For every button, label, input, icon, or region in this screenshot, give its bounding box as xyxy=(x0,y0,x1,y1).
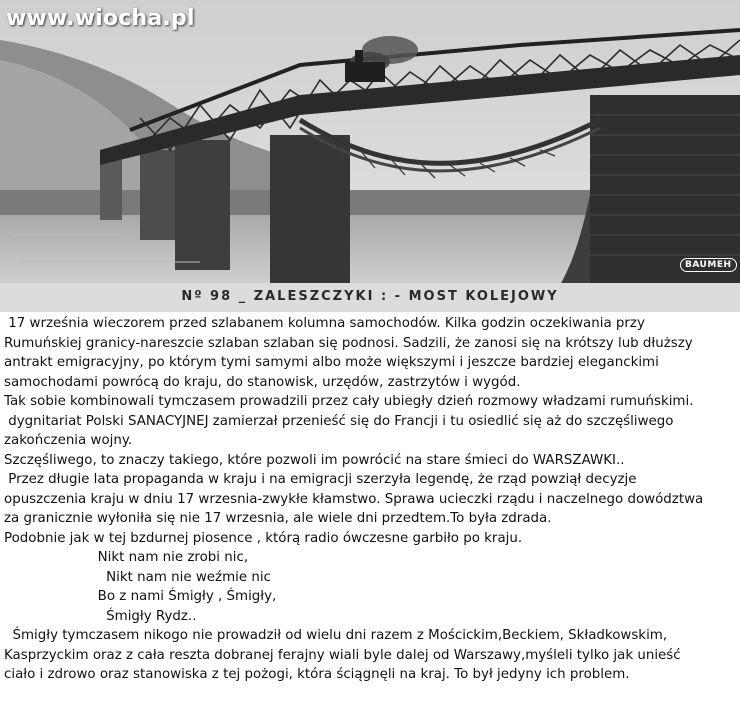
article-line: Śmigły tymczasem nikogo nie prowadził od wielu dni razem z Mościckim,Beckiem, Składkowskim, xyxy=(4,628,668,643)
article-line: Bo z nami Śmigły , Śmigły, xyxy=(4,589,277,604)
article-line: Szczęśliwego, to znaczy takiego, które pozwoli im powrócić na stare śmieci do WARSZAWKI.. xyxy=(4,452,625,468)
article-line: ciało i zdrowo oraz stanowiska z tej pożogi, która ściągnęli na kraj. To był jedyny ich problem. xyxy=(4,667,630,682)
site-watermark: www.wiocha.pl xyxy=(6,6,195,31)
article-line: samochodami powrócą do kraju, do stanowisk, urzędów, zastrzytów i wygód. xyxy=(4,374,521,390)
bridge-photo xyxy=(0,0,740,312)
article-line: 17 września wieczorem przed szlabanem kolumna samochodów. Kilka godzin oczekiwania przy xyxy=(4,316,645,331)
article-line: Rumuńskiej granicy-nareszcie szlaban szlaban się podnosi. Sadzili, że zanosi się na krótszy lub dłuższy xyxy=(4,335,693,351)
article-line: zakończenia wojny. xyxy=(4,433,133,448)
bridge-illustration xyxy=(0,0,740,312)
article-line: za granicznie wyłoniła się nie 17 wrzesnia, ale wiele dni przedtem.To była zdrada. xyxy=(4,511,552,526)
article-line: Kasprzyckim oraz z cała reszta dobranej ferajny wiali byle dalej od Warszawy,myśleli tylko jak unieść xyxy=(4,647,681,663)
photographer-stamp: BAUMEH xyxy=(680,258,737,272)
article-line: Przez długie lata propaganda w kraju i na emigracji szerzyła legendę, że rząd powziął decyzje xyxy=(4,472,637,487)
photo-caption: Nº 98 _ ZALESZCZYKI : - MOST KOLEJOWY xyxy=(181,289,559,304)
article-line: Podobnie jak w tej bzdurnej piosence , którą radio ówczesne garbiło po kraju. xyxy=(4,530,523,546)
article-line: antrakt emigracyjny, po którym tymi samymi albo może większymi i jeszcze bardziej eleganckimi xyxy=(4,355,659,370)
article-text xyxy=(4,314,738,685)
article-line: Nikt nam nie weźmie nic xyxy=(4,569,271,585)
article-line: Śmigły Rydz.. xyxy=(4,608,197,624)
article-line: dygnitariat Polski SANACYJNEJ zamierzał przenieść się do Francji i tu osiedlić się aż do szczęśliwego xyxy=(4,413,674,429)
article-line: opuszczenia kraju w dniu 17 wrzesnia-zwykłe kłamstwo. Sprawa ucieczki rządu i naczelnego dowództwa xyxy=(4,491,704,507)
article-line: Nikt nam nie zrobi nic, xyxy=(4,550,249,565)
article-line: Tak sobie kombinowali tymczasem prowadzili przez cały ubiegły dzień rozmowy władzami rumuńskimi. xyxy=(4,394,694,409)
